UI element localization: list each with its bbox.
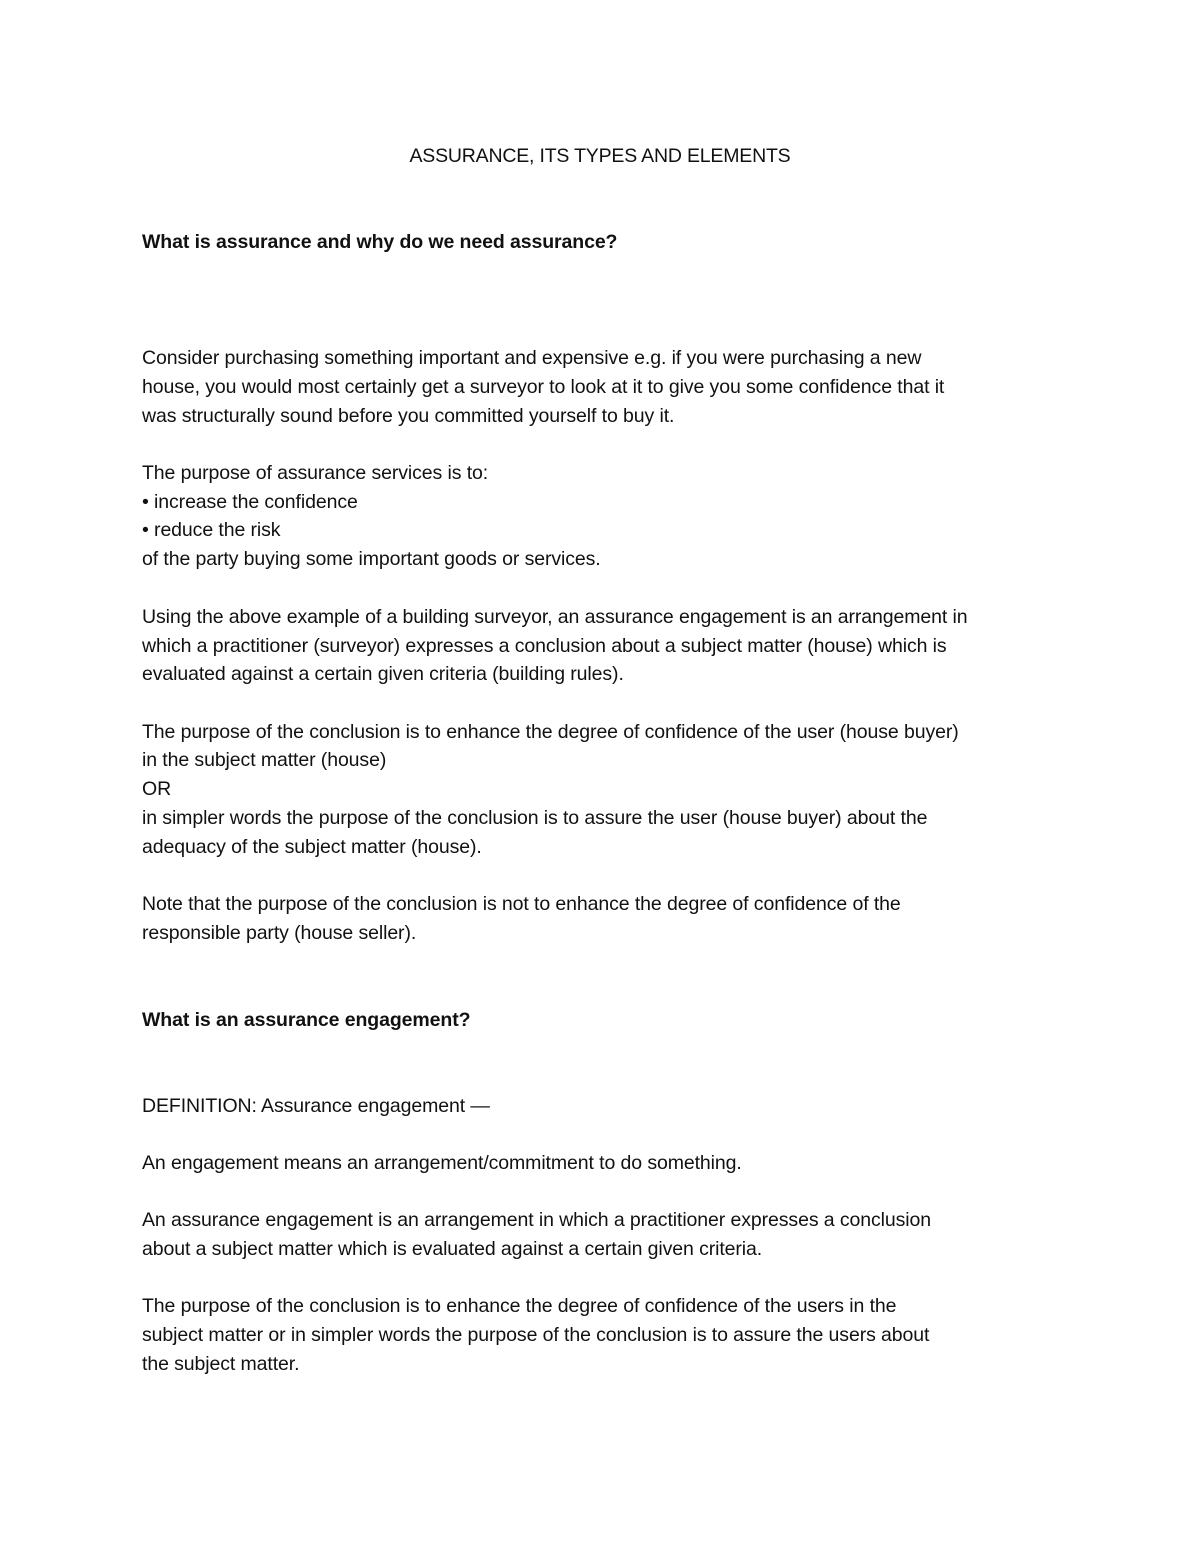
paragraph-line: The purpose of the conclusion is to enhance the degree of confidence of the users in the xyxy=(142,1295,897,1317)
section-heading-what-is-assurance: What is assurance and why do we need assurance? xyxy=(142,231,618,253)
definition-label: DEFINITION: Assurance engagement — xyxy=(142,1095,490,1117)
paragraph-line: was structurally sound before you committed yourself to buy it. xyxy=(142,405,675,427)
paragraph-line: in the subject matter (house) xyxy=(142,749,387,771)
paragraph-line: which a practitioner (surveyor) expresses a conclusion about a subject matter (house) which is xyxy=(142,635,947,657)
paragraph-line: adequacy of the subject matter (house). xyxy=(142,836,482,858)
paragraph-line: The purpose of the conclusion is to enhance the degree of confidence of the user (house buyer) xyxy=(142,721,959,743)
paragraph-line: An assurance engagement is an arrangement in which a practitioner expresses a conclusion xyxy=(142,1209,931,1231)
paragraph-line: Note that the purpose of the conclusion is not to enhance the degree of confidence of the xyxy=(142,893,901,915)
bullet-item: • reduce the risk xyxy=(142,519,281,541)
paragraph-line: evaluated against a certain given criteria (building rules). xyxy=(142,663,624,685)
paragraph-line: the subject matter. xyxy=(142,1353,300,1375)
paragraph-line: subject matter or in simpler words the purpose of the conclusion is to assure the users about xyxy=(142,1324,930,1346)
document-title: ASSURANCE, ITS TYPES AND ELEMENTS xyxy=(409,145,791,167)
paragraph-line: house, you would most certainly get a surveyor to look at it to give you some confidence that it xyxy=(142,376,945,398)
paragraph-line: in simpler words the purpose of the conclusion is to assure the user (house buyer) about the xyxy=(142,807,928,829)
paragraph-line: Consider purchasing something important and expensive e.g. if you were purchasing a new xyxy=(142,347,922,369)
bullet-item: • increase the confidence xyxy=(142,491,358,513)
paragraph-line: about a subject matter which is evaluated against a certain given criteria. xyxy=(142,1238,763,1260)
paragraph-line: Using the above example of a building surveyor, an assurance engagement is an arrangement in xyxy=(142,606,968,628)
paragraph-line: responsible party (house seller). xyxy=(142,922,417,944)
paragraph-line: of the party buying some important goods or services. xyxy=(142,548,601,570)
paragraph-line: The purpose of assurance services is to: xyxy=(142,462,489,484)
paragraph-line: An engagement means an arrangement/commitment to do something. xyxy=(142,1152,742,1174)
paragraph-line: OR xyxy=(142,778,172,800)
section-heading-assurance-engagement: What is an assurance engagement? xyxy=(142,1009,471,1031)
